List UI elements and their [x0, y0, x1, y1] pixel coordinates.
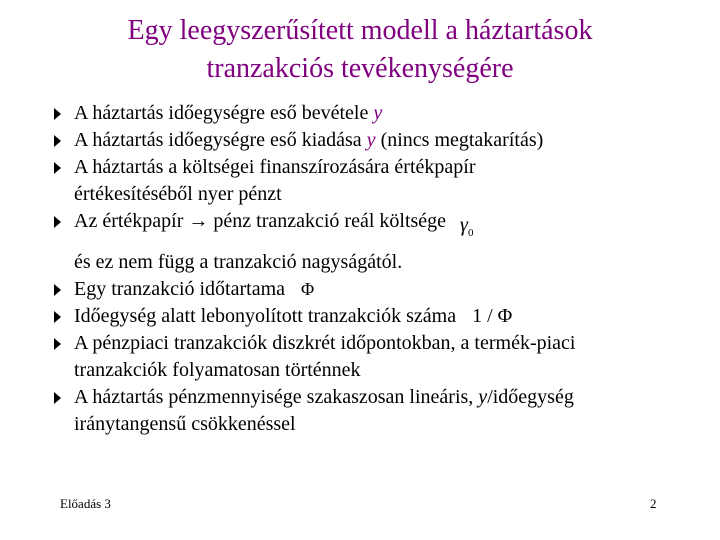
bullet-line-2: és ez nem függ a tranzakció nagyságától. — [74, 251, 403, 273]
bullet-money-stock — [54, 384, 694, 438]
slide-title — [0, 12, 720, 88]
bullet-marker-icon — [54, 392, 61, 404]
bullet-text: A háztartás időegységre eső bevétele — [74, 102, 374, 124]
bullet-line-2: tranzakciók folyamatosan történnek — [74, 359, 361, 381]
arrow-icon: → — [188, 210, 209, 232]
bullet-line-2: értékesítéséből nyer pénzt — [74, 183, 282, 205]
variable-y: y — [478, 386, 488, 408]
bullet-count — [54, 303, 694, 330]
bullet-text: A háztartás időegységre eső kiadása — [74, 129, 367, 151]
bullet-text: Az értékpapír — [74, 210, 189, 232]
bullet-marker-icon — [54, 284, 61, 296]
bullet-text: Időegység alatt lebonyolított tranzakciók száma — [74, 305, 457, 327]
bullet-marker-icon — [54, 311, 61, 323]
bullet-list — [54, 100, 694, 438]
page-number: 2 — [650, 496, 657, 511]
variable-y: y — [366, 129, 376, 151]
bullet-marker-icon — [54, 162, 61, 174]
bullet-duration — [54, 276, 694, 303]
bullet-text: Egy tranzakció időtartama — [74, 278, 286, 300]
title-line-1: Egy leegyszerűsített modell a háztartások — [127, 15, 593, 46]
bullet-line-2: iránytangensű csökkenéssel — [74, 413, 296, 435]
variable-y: y — [373, 102, 383, 124]
gamma-zero-symbol: $\gamma_0$ — [460, 214, 474, 239]
bullet-text: A háztartás pénzmennyisége szakaszosan lineáris, — [74, 386, 479, 408]
bullet-marker-icon — [54, 108, 61, 120]
title-line-2: tranzakciós tevékenységére — [206, 53, 514, 84]
bullet-discrete — [54, 330, 694, 384]
phi-symbol: Φ — [301, 279, 315, 299]
bullet-text-after: (nincs megtakarítás) — [375, 129, 544, 151]
bullet-marker-icon — [54, 338, 61, 350]
one-over-phi-symbol: 1 / Φ — [472, 305, 513, 327]
footer-lecture-label: Előadás 3 — [60, 496, 111, 511]
bullet-text: pénz tranzakció reál költsége — [208, 210, 447, 232]
bullet-financing — [54, 154, 694, 208]
bullet-income — [54, 100, 694, 127]
bullet-text: /időegység — [487, 386, 574, 408]
bullet-line-1: A pénzpiaci tranzakciók diszkrét időpontokban, a termék-piaci — [74, 332, 576, 354]
bullet-marker-icon — [54, 216, 61, 228]
bullet-line-1: A háztartás a költségei finanszírozására értékpapír — [74, 156, 476, 178]
bullet-transaction-cost — [54, 208, 694, 276]
bullet-marker-icon — [54, 135, 61, 147]
bullet-expense — [54, 127, 694, 154]
